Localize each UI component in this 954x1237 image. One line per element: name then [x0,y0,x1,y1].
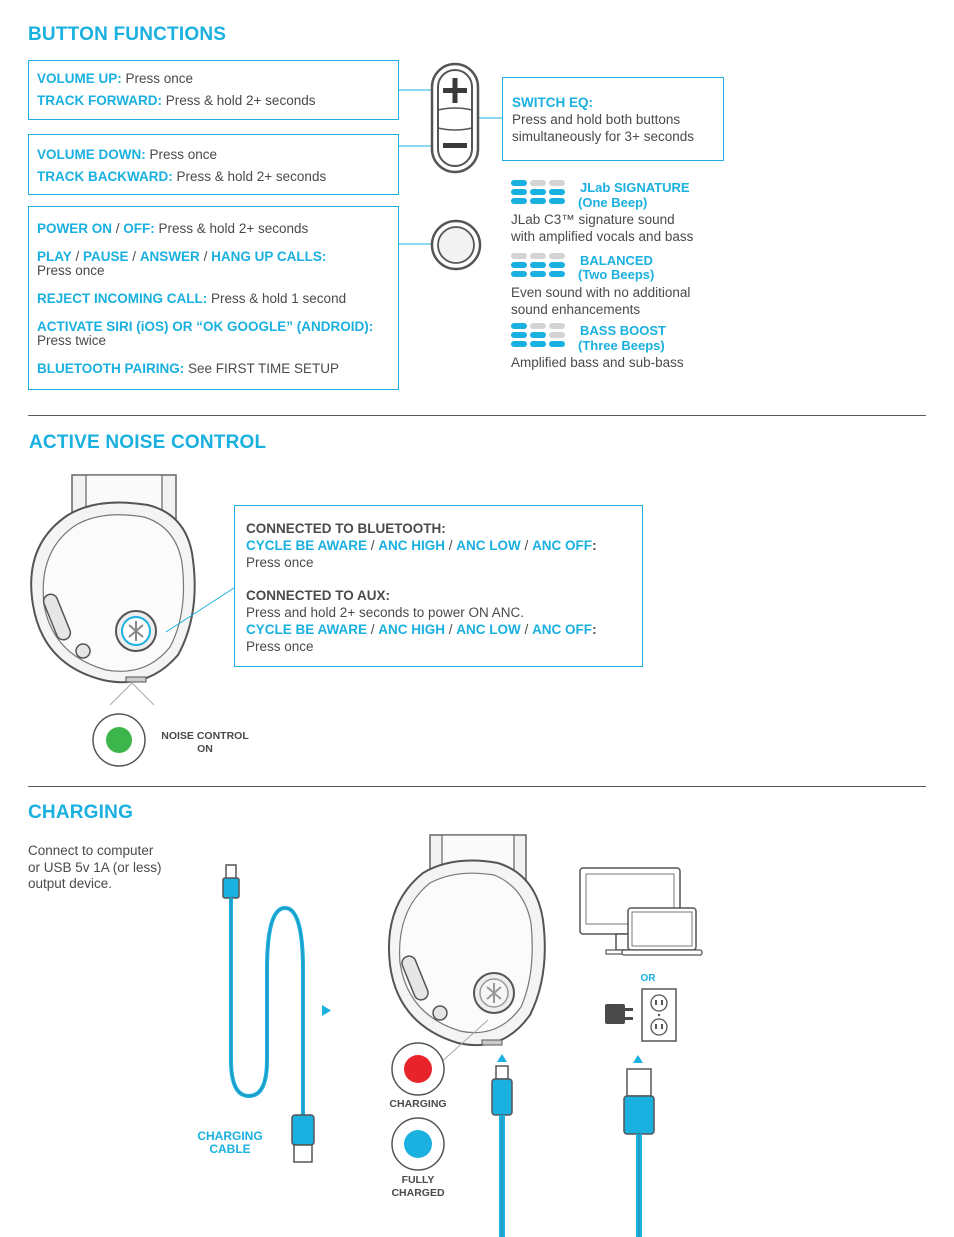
anc-instructions-box [234,505,643,667]
charging-led-blue-icon [390,1116,446,1172]
siri-label: ACTIVATE SIRI (iOS) OR “OK GOOGLE” (ANDROID): [37,319,374,334]
fully-charged-label-1: FULLY [401,1174,435,1186]
colon: : [592,622,597,637]
eq-bass-boost-beep: (Three Beeps) [578,338,665,353]
charging-intro [28,843,162,893]
usb-micro-plug-icon [487,1052,517,1237]
anc-low: ANC LOW [456,538,521,553]
noise-control-led-icon [91,712,147,768]
anc-off-2: ANC OFF [532,622,593,637]
bt-pairing-text: See FIRST TIME SETUP [184,361,340,376]
eq-balanced-desc-1: Even sound with no additional [511,285,691,300]
or-label: OR [640,973,656,984]
anc-aux-text: Press and hold 2+ seconds to power ON ANC. [246,605,525,620]
slash: / [199,249,212,264]
off-label: OFF: [123,221,155,236]
noise-control-label-1: NOISE CONTROL [161,730,249,742]
power-button-icon[interactable] [430,219,482,271]
switch-eq-text-1: Press and hold both buttons [512,112,681,127]
slash: / [128,249,140,264]
pause-label: PAUSE [83,249,129,264]
power-on-label: POWER ON [37,221,113,236]
charging-cable-label-1: CHARGING [197,1129,263,1143]
anc-low-2: ANC LOW [456,622,521,637]
volume-down-label: VOLUME DOWN: [37,147,146,162]
anc-aux-press: Press once [246,639,314,654]
charging-intro-1: Connect to computer [28,843,154,858]
noise-control-label-2: ON [197,743,213,755]
eq-signature-title: JLab SIGNATURE [580,180,690,195]
sep: / [520,622,533,637]
reject-text: Press & hold 1 second [207,291,347,306]
usb-a-plug-icon [620,1052,660,1237]
eq-balanced-beep: (Two Beeps) [578,267,655,282]
divider-2 [28,786,926,787]
sep: / [445,622,457,637]
eq-signature-beep: (One Beep) [578,195,648,210]
charging-led-red-icon [390,1041,446,1097]
anc-bt-heading: CONNECTED TO BLUETOOTH: [246,521,446,536]
anc-aux-heading: CONNECTED TO AUX: [246,588,391,603]
anc-high: ANC HIGH [378,538,446,553]
anc-cycle-2: CYCLE BE AWARE [246,622,368,637]
anc-callout-lines [70,580,190,730]
colon: : [592,538,597,553]
eq-bass-boost-title: BASS BOOST [580,323,666,338]
eq-bass-boost-icon [511,323,567,353]
anc-off: ANC OFF [532,538,593,553]
volume-up-label: VOLUME UP: [37,71,122,86]
section-title-charging: CHARGING [28,802,134,823]
charging-led-label: CHARGING [389,1098,447,1110]
sep: / [520,538,533,553]
eq-balanced-title: BALANCED [580,253,653,268]
switch-eq-box [502,77,724,161]
volume-up-text: Press once [121,71,194,86]
charging-cable-icon [210,860,330,1170]
sep: / [367,622,379,637]
sep: / [445,538,457,553]
track-backward-label: TRACK BACKWARD: [37,169,173,184]
play-label: PLAY [37,249,72,264]
noise-control-label [155,730,255,756]
slash: / [71,249,84,264]
volume-down-text: Press once [145,147,218,162]
sep: / [367,538,379,553]
switch-eq-title: SWITCH EQ: [512,95,593,110]
fully-charged-label-2: CHARGED [391,1187,445,1199]
arrow-right-icon [322,1005,334,1017]
power-text: Press & hold 2+ seconds [154,221,309,236]
section-title-anc: ACTIVE NOISE CONTROL [29,432,267,453]
computer-devices-icon [578,866,703,961]
volume-rocker-icon[interactable] [430,62,480,174]
switch-eq-text-2: simultaneously for 3+ seconds [512,129,694,144]
hangup-label: HANG UP CALLS: [211,249,327,264]
section-title-button-functions: BUTTON FUNCTIONS [28,24,227,45]
eq-bass-boost-desc-1: Amplified bass and sub-bass [511,355,684,370]
eq-signature-icon [511,180,567,210]
charging-intro-2: or USB 5v 1A (or less) [28,859,162,875]
charging-cable-label-2: CABLE [209,1142,251,1156]
bt-pairing-label: BLUETOOTH PAIRING: [37,361,185,376]
wall-outlet-adapter-icon [603,986,683,1046]
anc-bt-press: Press once [246,555,314,570]
anc-cycle: CYCLE BE AWARE [246,538,368,553]
siri-text: Press twice [37,333,107,348]
track-forward-text: Press & hold 2+ seconds [162,93,316,108]
charging-cable-label [190,1130,270,1156]
answer-label: ANSWER [139,249,200,264]
reject-label: REJECT INCOMING CALL: [37,291,208,306]
eq-signature-desc-2: with amplified vocals and bass [511,229,694,244]
eq-balanced-icon [511,253,567,283]
eq-balanced-desc-2: sound enhancements [511,302,641,317]
eq-signature-desc-1: JLab C3™ signature sound [511,212,675,227]
fully-charged-label [378,1174,458,1200]
charging-intro-3: output device. [28,876,113,891]
track-forward-label: TRACK FORWARD: [37,93,162,108]
divider-1 [28,415,926,416]
anc-high-2: ANC HIGH [378,622,446,637]
track-backward-text: Press & hold 2+ seconds [172,169,327,184]
play-text: Press once [37,263,105,278]
slash: / [112,221,124,236]
